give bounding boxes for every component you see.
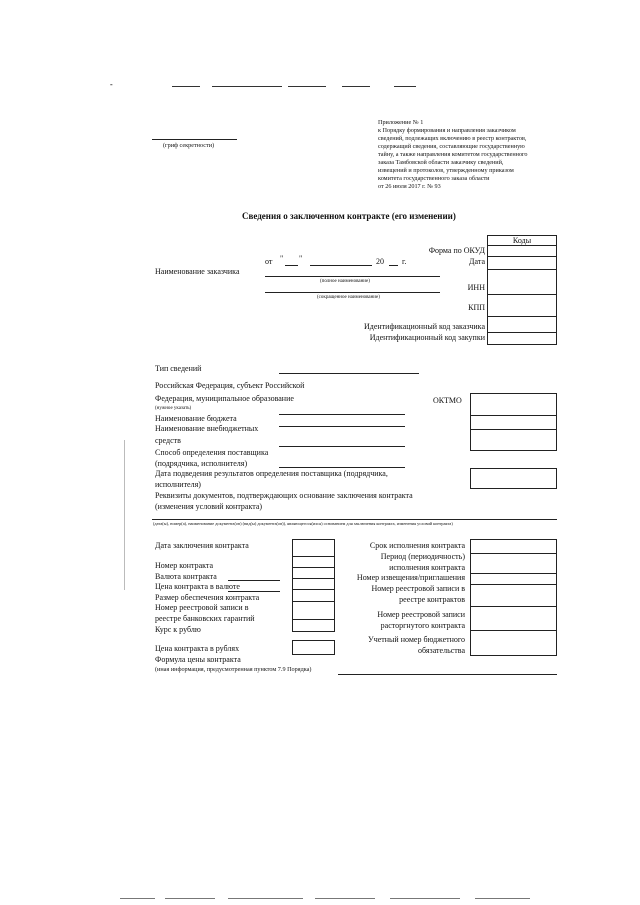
budget-obligation-label-1: Учетный номер бюджетного xyxy=(368,635,465,644)
price-rub-label: Цена контракта в рублях xyxy=(155,644,240,653)
date-label: Дата xyxy=(469,257,485,266)
guarantee-cell[interactable] xyxy=(293,590,334,602)
contract-registry-label-2: реестре контрактов xyxy=(399,595,465,604)
scan-mark: ‑ xyxy=(110,80,113,89)
quote-close: " xyxy=(299,254,303,263)
bank-registry-label-2: реестре банковских гарантий xyxy=(155,614,255,623)
inn-code-cell xyxy=(488,295,556,317)
terminated-registry-label-1: Номер реестровой записи xyxy=(377,610,465,619)
notice-label: Номер извещения/приглашения xyxy=(356,573,465,582)
scan-artifact-line xyxy=(342,86,370,87)
year-field[interactable] xyxy=(389,265,398,266)
appendix-lines xyxy=(378,127,578,191)
purchase-id-label: Идентификационный код закупки xyxy=(369,333,485,342)
scan-margin-line xyxy=(124,440,125,590)
year-prefix: 20 xyxy=(376,257,384,266)
extrabudget-label-1: Наименование внебюджетных xyxy=(155,424,259,433)
appendix-line: содержащий сведения, составляющие государственную xyxy=(378,143,525,150)
month-field[interactable] xyxy=(310,265,372,266)
docs-label-1: Реквизиты документов, подтверждающих основание заключения контракта xyxy=(155,491,413,500)
customer-short-name-field[interactable] xyxy=(265,292,440,293)
short-name-hint: (сокращенное наименование) xyxy=(317,295,380,300)
scan-artifact-line xyxy=(288,86,326,87)
region-label-2: Федерация, муниципальное образование xyxy=(155,394,294,403)
term-label: Срок исполнения контракта xyxy=(369,541,465,550)
codes-header: Коды xyxy=(488,236,556,246)
scan-artifact-line xyxy=(390,898,460,899)
full-name-hint: (полное наименование) xyxy=(320,279,370,284)
scan-artifact-line xyxy=(212,86,282,87)
kpp-label: КПП xyxy=(468,303,485,312)
terminated-registry-label-2: расторгнутого контракта xyxy=(380,621,465,630)
method-label-2: (подрядчика, исполнителя) xyxy=(155,459,248,468)
budget-obligation-label-2: обязательства xyxy=(417,646,465,655)
kpp-code-cell xyxy=(488,317,556,333)
appendix-line: извещений и протоколов, утвержденному приказом xyxy=(378,167,514,174)
appendix-line: от 26 июля 2017 г. № 93 xyxy=(378,183,441,190)
price-currency-label: Цена контракта в валюте xyxy=(155,582,240,591)
appendix-title: Приложение № 1 xyxy=(378,119,424,126)
formula-label: Формула цены контракта xyxy=(155,655,241,664)
quote-open: " xyxy=(280,254,284,263)
results-label-1: Дата подведения результатов определения поставщика (подрядчика, xyxy=(155,469,388,478)
guarantee-label: Размер обеспечения контракта xyxy=(155,593,260,602)
okud-label: Форма по ОКУД xyxy=(428,246,485,255)
contract-right-box xyxy=(470,539,557,656)
docs-label-2: (изменения условий контракта) xyxy=(155,502,263,511)
contract-number-cell[interactable] xyxy=(293,557,334,568)
region-field[interactable] xyxy=(279,414,405,415)
customer-full-name-field[interactable] xyxy=(265,276,440,277)
appendix-block xyxy=(378,118,578,191)
docs-hint: (дата(ы), номер(а), наименование документа(ов) (вид(ы) документа(ов)), являющегося(ихся) основанием для заключения контракта, изменения условий контракта) xyxy=(153,521,453,526)
budget-name-label: Наименование бюджета xyxy=(155,414,237,423)
contract-date-cell[interactable] xyxy=(293,540,334,557)
period-label-1: Период (периодичность) xyxy=(380,552,465,561)
results-label-2: исполнителя) xyxy=(155,480,201,489)
appendix-line: тайну, а также направления комитетом государственного xyxy=(378,151,528,158)
customer-id-code-cell xyxy=(488,333,556,345)
info-type-field[interactable] xyxy=(279,373,419,374)
budget-field[interactable] xyxy=(279,426,405,427)
scan-artifact-line xyxy=(394,86,416,87)
rate-cell[interactable] xyxy=(293,620,334,631)
currency-cell[interactable] xyxy=(293,568,334,579)
appendix-line: заказа Тамбовской области заказчику сведений, xyxy=(378,159,504,166)
oktmo-codes-box xyxy=(470,393,557,451)
contract-date-label: Дата заключения контракта xyxy=(155,541,249,550)
period-cell[interactable] xyxy=(471,554,556,574)
currency-field[interactable] xyxy=(228,580,280,581)
notice-cell[interactable] xyxy=(471,574,556,585)
scan-artifact-line xyxy=(172,86,200,87)
docs-field[interactable] xyxy=(152,519,557,520)
contract-number-label: Номер контракта xyxy=(155,561,214,570)
period-label-2: исполнения контракта xyxy=(389,563,465,572)
term-cell[interactable] xyxy=(471,540,556,554)
from-label: от xyxy=(265,257,273,266)
bank-registry-cell[interactable] xyxy=(293,602,334,620)
terminated-registry-cell[interactable] xyxy=(471,607,556,631)
org-code-cell xyxy=(488,270,556,295)
oktmo-code-cell xyxy=(471,394,556,416)
contract-registry-cell[interactable] xyxy=(471,585,556,607)
year-suffix: г. xyxy=(402,257,407,266)
contract-left-box xyxy=(292,539,335,632)
rate-label: Курс к рублю xyxy=(155,625,201,634)
info-type-label: Тип сведений xyxy=(155,364,202,373)
appendix-line: комитета государственного заказа области xyxy=(378,175,490,182)
contract-registry-label-1: Номер реестровой записи в xyxy=(371,584,465,593)
region-hint: (нужное указать) xyxy=(155,406,192,411)
price-rub-cell[interactable] xyxy=(292,640,335,655)
day-field[interactable] xyxy=(285,265,298,266)
scan-artifact-line xyxy=(315,898,375,899)
method-label-1: Способ определения поставщика xyxy=(155,448,269,457)
oktmo-label: ОКТМО xyxy=(433,396,462,405)
scan-artifact-line xyxy=(120,898,155,899)
appendix-line: к Порядку формирования и направления заказчиком xyxy=(378,127,516,134)
extrabudget-label-2: средств xyxy=(155,436,181,445)
date-code-cell xyxy=(488,257,556,270)
page-title: Сведения о заключенном контракте (его изменении) xyxy=(242,211,456,221)
budget-code-cell xyxy=(471,416,556,430)
contract-currency-label: Валюта контракта xyxy=(155,572,217,581)
scan-artifact-line xyxy=(475,898,530,899)
price-currency-cell[interactable] xyxy=(293,579,334,590)
other-info-label: (иная информация, предусмотренная пунктом 7.9 Порядка) xyxy=(155,666,312,673)
customer-name-label: Наименование заказчика xyxy=(155,267,240,276)
method-code-box xyxy=(470,468,557,489)
extrabudget-field[interactable] xyxy=(279,446,405,447)
extrabudget-code-cell xyxy=(471,430,556,450)
secrecy-label: (гриф секретности) xyxy=(163,142,215,149)
method-field[interactable] xyxy=(279,467,405,468)
inn-label: ИНН xyxy=(467,283,485,292)
region-label-1: Российская Федерация, субъект Российской xyxy=(155,381,305,390)
budget-obligation-cell[interactable] xyxy=(471,631,556,655)
scan-artifact-line xyxy=(165,898,215,899)
bank-registry-label-1: Номер реестровой записи в xyxy=(155,603,249,612)
customer-id-label: Идентификационный код заказчика xyxy=(364,322,485,331)
appendix-line: сведений, подлежащих включению в реестр контрактов, xyxy=(378,135,527,142)
codes-box xyxy=(487,235,557,345)
secrecy-line xyxy=(152,139,237,140)
okud-code-cell xyxy=(488,246,556,257)
scan-artifact-line xyxy=(228,898,303,899)
other-info-field[interactable] xyxy=(338,674,557,675)
price-currency-field[interactable] xyxy=(228,591,280,592)
